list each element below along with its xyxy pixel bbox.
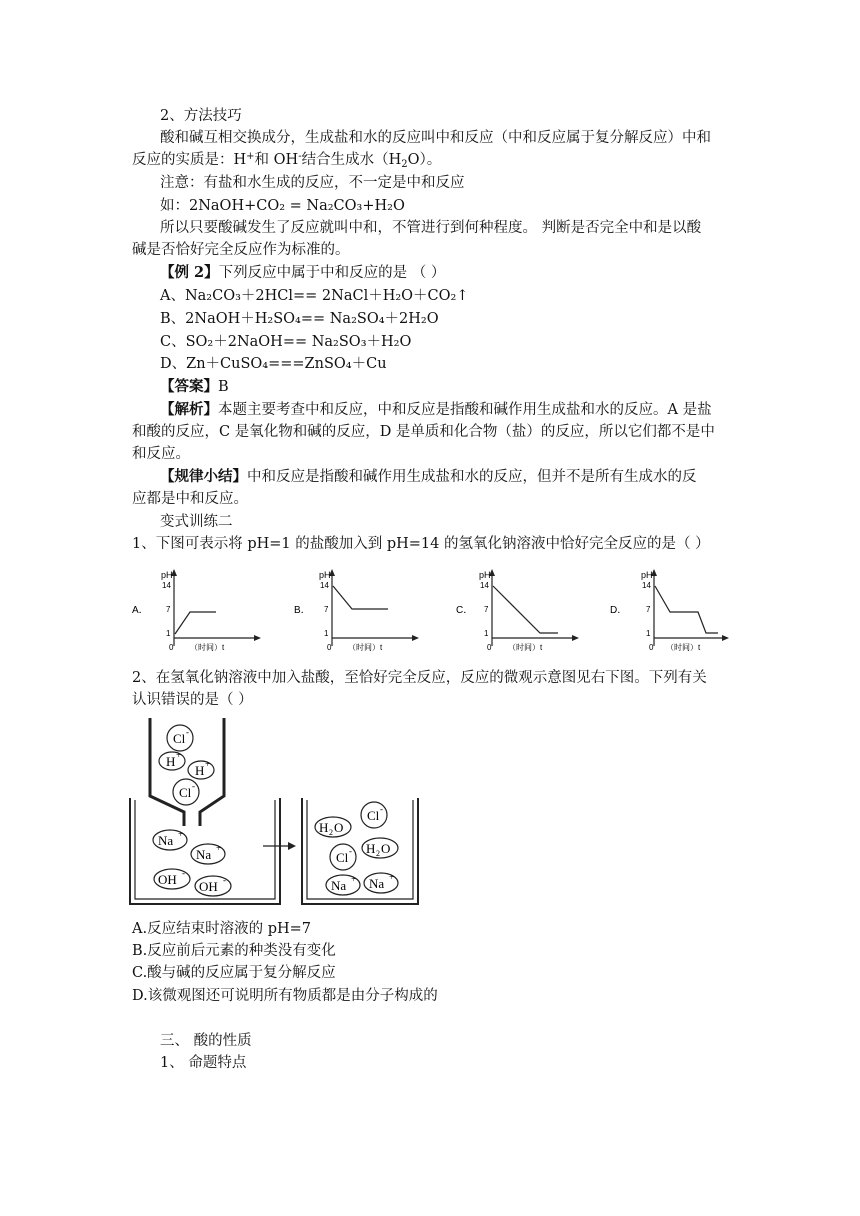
ph-curve xyxy=(655,586,718,633)
q2-option-b: B.反应前后元素的种类没有变化 xyxy=(132,943,336,959)
tick-label: 14 xyxy=(320,581,329,590)
molecule-h2o xyxy=(315,817,351,837)
analysis-line: 和酸的反应，C 是氧化物和碱的反应，D 是单质和化合物（盐）的反应，所以它们都不是中 xyxy=(132,424,715,440)
ion-h xyxy=(188,759,214,779)
question-2: 认识错误的是（ ） xyxy=(132,692,253,708)
ion-na xyxy=(191,843,225,864)
x-axis-arrow xyxy=(572,635,579,641)
svg-text:OH: OH xyxy=(158,872,177,887)
svg-text:Na: Na xyxy=(196,847,212,862)
answer-value: B xyxy=(218,379,229,395)
tick-label: 7 xyxy=(324,605,329,614)
ph-graph-d xyxy=(594,566,734,656)
summary-line: 【规律小结】中和反应是指酸和碱作用生成盐和水的反应，但并不是所有生成水的反 xyxy=(160,468,697,485)
note-line: 注意：有盐和水生成的反应，不一定是中和反应 xyxy=(160,175,465,191)
example-tag: 【例 2】 xyxy=(160,264,219,281)
svg-text:+: + xyxy=(178,829,184,839)
svg-text:-: - xyxy=(186,727,189,737)
tick-label: 7 xyxy=(484,605,489,614)
analysis-tag: 【解析】 xyxy=(160,401,218,418)
option-label: D． xyxy=(610,605,628,616)
ion-cl xyxy=(330,844,356,870)
tick-label: 1 xyxy=(166,629,171,638)
analysis-line: 和反应。 xyxy=(132,446,190,462)
x-axis-arrow xyxy=(254,635,261,641)
svg-text:+: + xyxy=(176,750,182,760)
svg-text:Cl: Cl xyxy=(173,731,186,746)
summary-tag: 【规律小结】 xyxy=(160,468,247,485)
q2-option-c: C.酸与碱的反应属于复分解反应 xyxy=(132,965,336,981)
answer-line xyxy=(160,376,732,398)
svg-text:+: + xyxy=(205,759,211,769)
svg-text:+: + xyxy=(216,843,222,853)
svg-text:H: H xyxy=(195,763,205,778)
question-2: 2、在氢氧化钠溶液中加入盐酸，至恰好完全反应，反应的微观示意图见右下图。下列有关 xyxy=(132,670,707,686)
x-axis-arrow xyxy=(412,635,419,641)
subscript: 2 xyxy=(401,159,408,170)
x-axis-arrow xyxy=(722,635,729,641)
question-1: 1、下图可表示将 pH=1 的盐酸加入到 pH=14 的氢氧化钠溶液中恰好完全反应的是（ ） xyxy=(132,536,710,552)
svg-text:+: + xyxy=(389,872,395,882)
ph-curve xyxy=(493,586,558,633)
origin-label: 0 xyxy=(487,643,492,652)
tick-label: 7 xyxy=(646,605,651,614)
option-label: C． xyxy=(456,605,474,616)
ph-graphs xyxy=(128,566,738,656)
sub-heading: 1、 命题特点 xyxy=(160,1055,247,1071)
svg-text:Na: Na xyxy=(331,878,347,893)
svg-text:OH: OH xyxy=(199,879,218,894)
ph-graph-c xyxy=(446,566,586,656)
svg-text:Cl: Cl xyxy=(179,785,192,800)
paragraph-line: 酸和碱互相交换成分，生成盐和水的反应叫中和反应（中和反应属于复分解反应）中和 xyxy=(160,130,711,146)
q2-option-d: D.该微观图还可说明所有物质都是由分子构成的 xyxy=(132,988,438,1004)
svg-text:-: - xyxy=(380,804,383,814)
svg-text:-: - xyxy=(223,875,226,885)
svg-text:2: 2 xyxy=(376,849,380,858)
svg-text:Cl: Cl xyxy=(336,850,349,865)
paragraph-line: 反应的实质是：H+和 OH-结合生成水$(H_2O)$。 xyxy=(132,151,442,170)
ion-h xyxy=(159,750,185,770)
section-heading: 三、 酸的性质 xyxy=(160,1033,252,1049)
tick-label: 1 xyxy=(324,629,329,638)
ph-graph-b xyxy=(286,566,426,656)
tick-label: 14 xyxy=(642,581,651,590)
svg-text:H: H xyxy=(319,820,329,835)
ion-oh xyxy=(195,875,231,896)
svg-text:Na: Na xyxy=(158,833,174,848)
svg-text:O: O xyxy=(381,841,391,856)
svg-text:Na: Na xyxy=(369,876,385,891)
y-axis-label: pH xyxy=(479,570,491,580)
ion-oh xyxy=(154,868,190,889)
ph-curve xyxy=(175,612,216,634)
tick-label: 7 xyxy=(166,605,171,614)
svg-text:+: + xyxy=(351,874,357,884)
origin-label: 0 xyxy=(169,643,174,652)
origin-label: 0 xyxy=(649,643,654,652)
tick-label: 1 xyxy=(484,629,489,638)
option-label: A． xyxy=(132,605,149,616)
y-axis-label: pH xyxy=(161,570,173,580)
ion-na xyxy=(326,874,360,895)
tick-label: 1 xyxy=(646,629,651,638)
right-beaker xyxy=(302,798,418,904)
example-question: 【例 2】下列反应中属于中和反应的是 （ ） xyxy=(160,264,446,281)
svg-text:2: 2 xyxy=(329,828,333,837)
ion-cl xyxy=(173,779,199,805)
option-label: B． xyxy=(294,605,311,616)
section-heading: 2、方法技巧 xyxy=(160,108,242,124)
equation-line: 如：2NaOH+CO₂ = Na₂CO₃+H₂O xyxy=(160,198,405,214)
ph-graph-a xyxy=(128,566,268,656)
svg-text:-: - xyxy=(192,781,195,791)
tick-label: 14 xyxy=(480,581,489,590)
x-axis-label: （时间）t xyxy=(508,643,543,652)
y-axis-label: pH xyxy=(641,570,653,580)
x-axis-label: （时间）t xyxy=(348,643,383,652)
x-axis-label: （时间）t xyxy=(666,643,701,652)
superscript: - xyxy=(298,151,302,162)
reaction-diagram xyxy=(128,716,428,911)
ion-cl xyxy=(167,725,193,751)
ion-na xyxy=(153,829,187,850)
svg-text:H: H xyxy=(166,754,176,769)
svg-text:Cl: Cl xyxy=(367,808,380,823)
ph-curve xyxy=(333,586,388,609)
option-d: D、Zn＋CuSO₄===ZnSO₄＋Cu xyxy=(160,356,387,372)
superscript: + xyxy=(246,151,255,162)
y-axis-label: pH xyxy=(319,570,331,580)
paragraph-line: 碱是否恰好完全反应作为标准的。 xyxy=(132,242,350,258)
x-axis-label: （时间）t xyxy=(190,643,225,652)
summary-line: 应都是中和反应。 xyxy=(132,491,248,507)
analysis-line: 【解析】本题主要考查中和反应，中和反应是指酸和碱作用生成盐和水的反应。A 是盐 xyxy=(160,401,712,418)
svg-text:-: - xyxy=(182,868,185,878)
svg-text:-: - xyxy=(349,846,352,856)
ion-na xyxy=(364,872,398,893)
practice-heading: 变式训练二 xyxy=(160,514,233,530)
option-b: B、2NaOH＋H₂SO₄== Na₂SO₄＋2H₂O xyxy=(160,311,439,327)
option-a: A、Na₂CO₃＋2HCl== 2NaCl＋H₂O＋CO₂↑ xyxy=(160,288,469,304)
molecule-h2o xyxy=(362,838,398,858)
ion-cl xyxy=(361,802,387,828)
paragraph-line: 所以只要酸碱发生了反应就叫中和，不管进行到何种程度。 判断是否完全中和是以酸 xyxy=(160,220,702,236)
answer-tag: 【答案】 xyxy=(160,378,218,395)
svg-text:H: H xyxy=(366,841,376,856)
svg-text:O: O xyxy=(334,820,344,835)
origin-label: 0 xyxy=(327,643,332,652)
q2-option-a: A.反应结束时溶液的 pH=7 xyxy=(132,921,311,937)
option-c: C、SO₂＋2NaOH== Na₂SO₃＋H₂O xyxy=(160,334,412,350)
tick-label: 14 xyxy=(162,581,171,590)
